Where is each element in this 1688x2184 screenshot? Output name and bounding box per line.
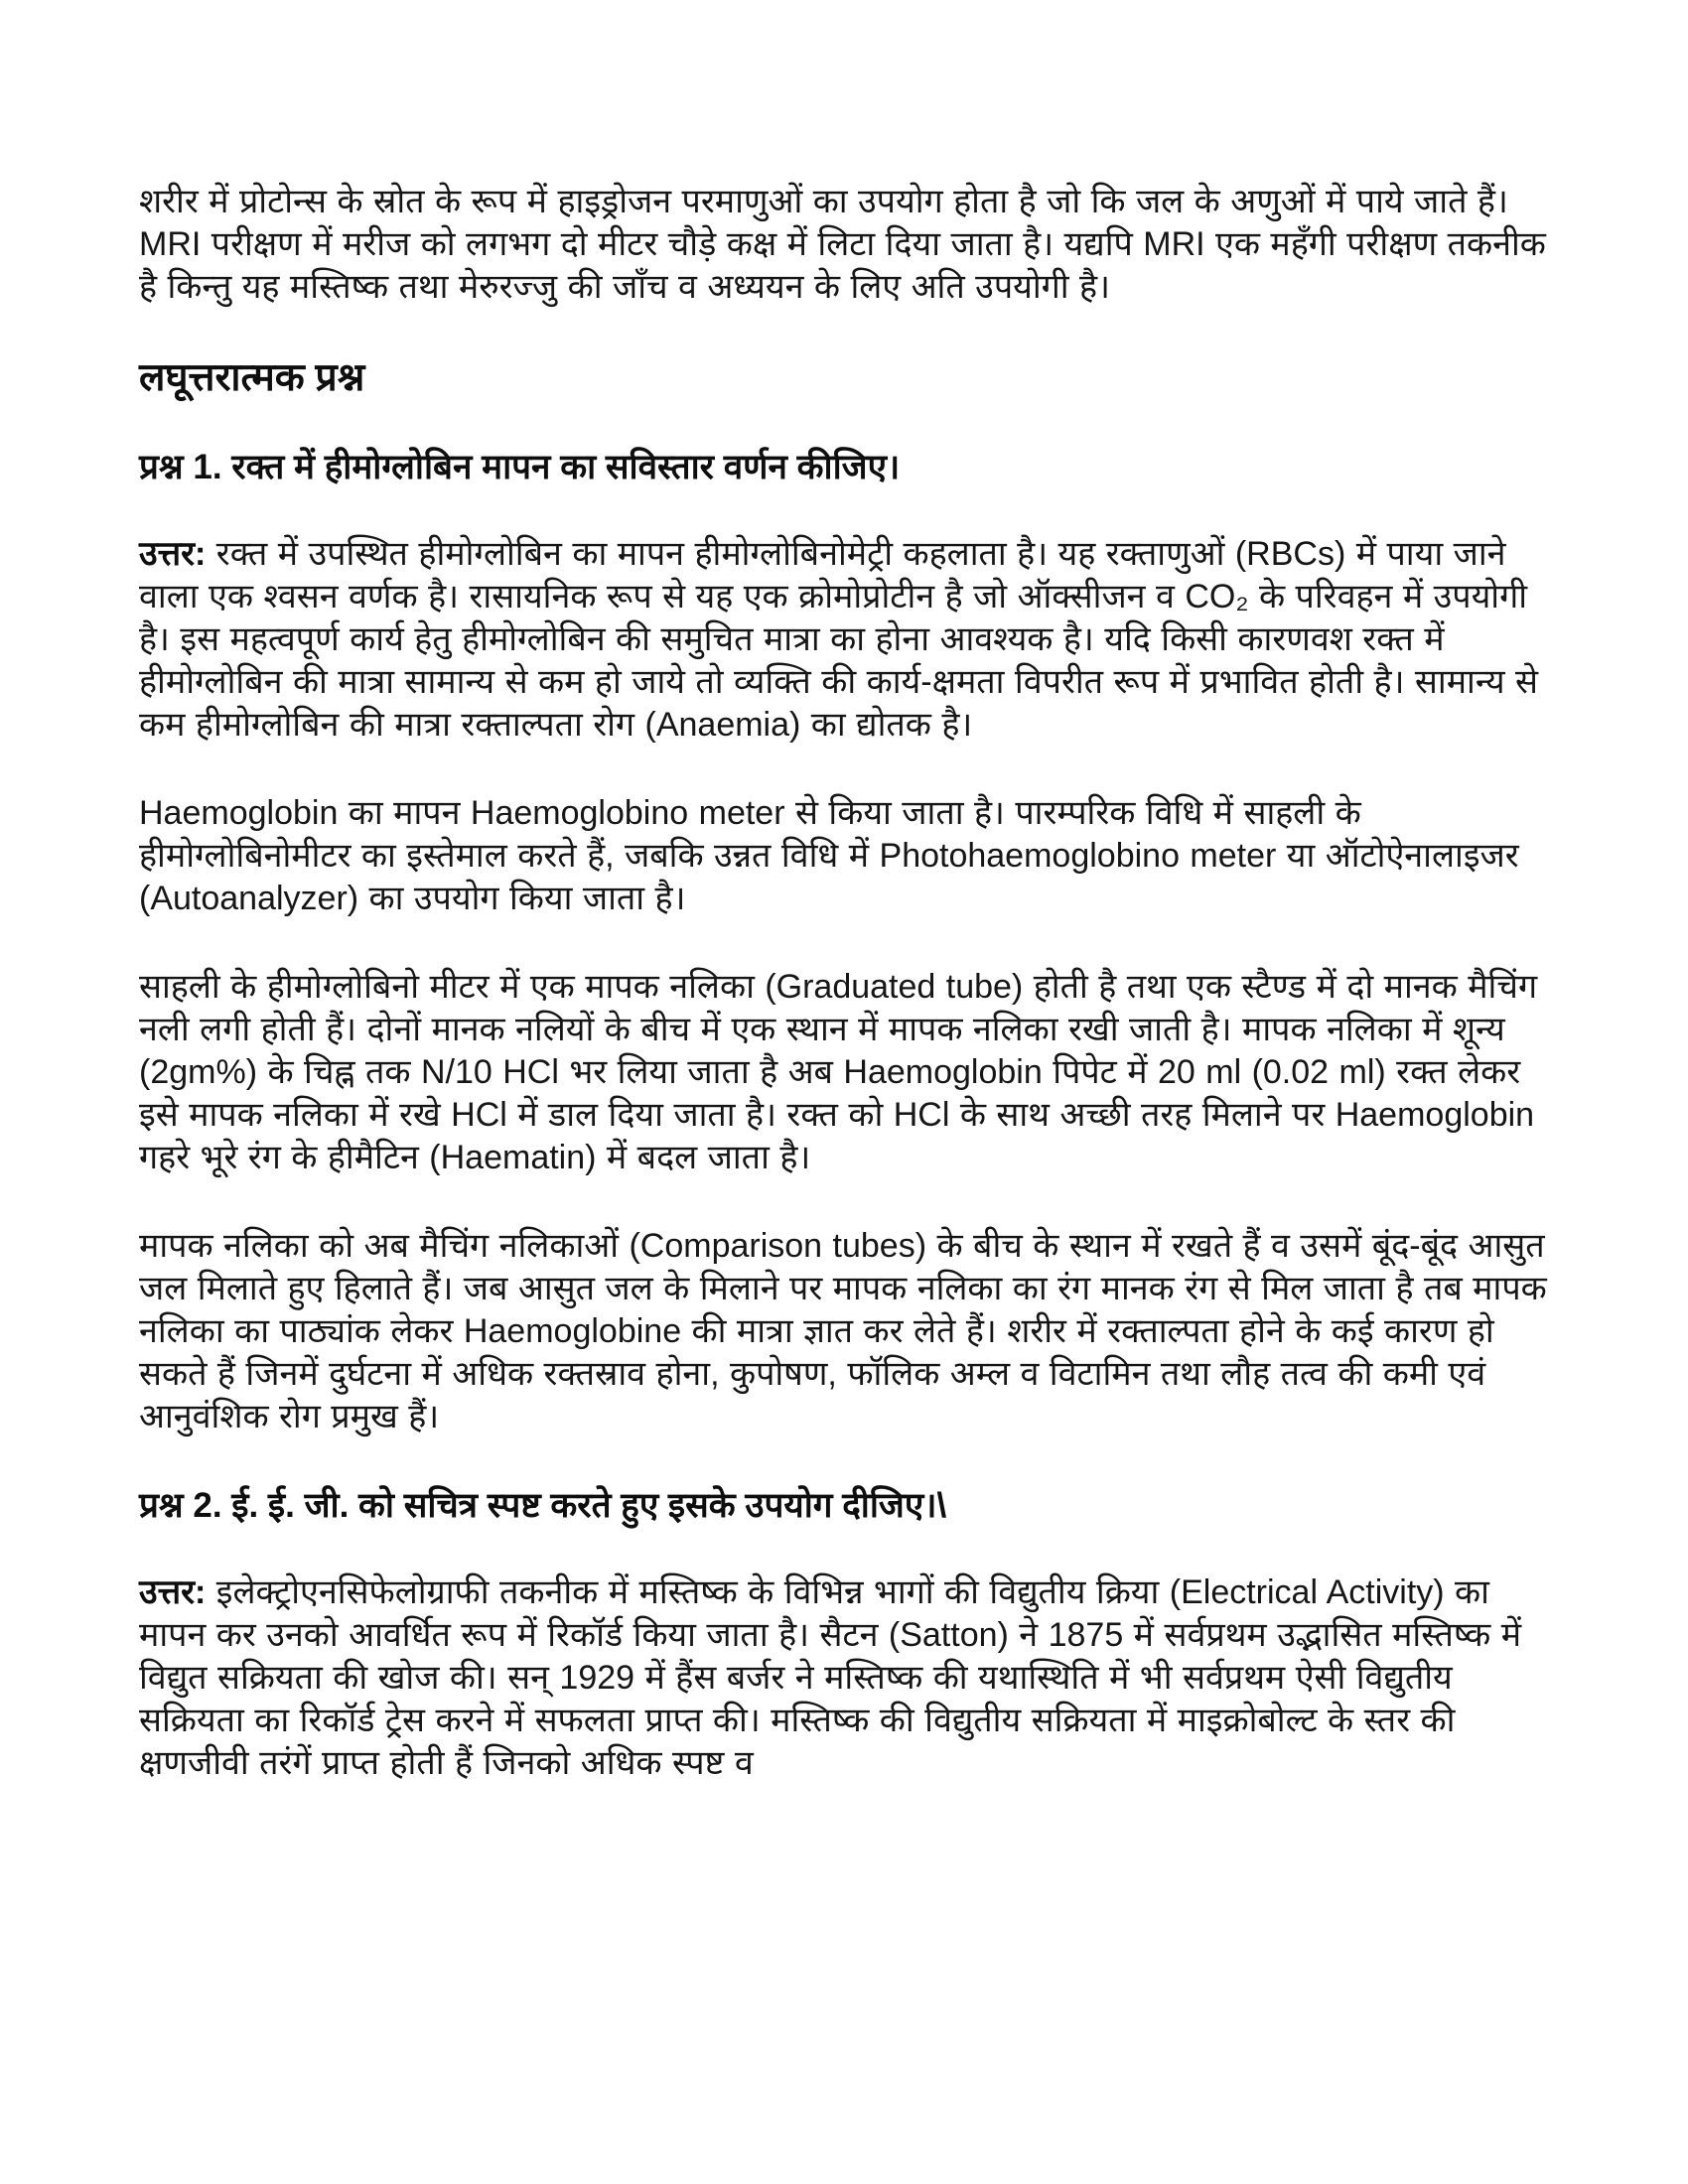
answer-1-text: रक्त में उपस्थित हीमोग्लोबिन का मापन हीमोग्लोबिनोमेट्री कहलाता है। यह रक्ताणुओं (RBCs) में पाया जाने वाला एक श्वसन वर्णक है। रासायनिक रूप से यह एक क्रोमोप्रोटीन है जो ऑक्सीजन व CO₂ के परिवहन में उपयोगी है। इस महत्वपूर्ण कार्य हेतु हीमोग्लोबिन की समुचित मात्रा का होना आवश्यक है। यदि किसी कारणवश रक्त में हीमोग्लोबिन की मात्रा सामान्य से कम हो जाये तो व्यक्ति की कार्य-क्षमता विपरीत रूप में प्रभावित होती है। सामान्य से कम हीमोग्लोबिन की मात्रा रक्ताल्पता रोग (Anaemia) का द्योतक है। xyxy=(139,535,1539,744)
paragraph-comparison-tubes: मापक नलिका को अब मैचिंग नलिकाओं (Comparison tubes) के बीच के स्थान में रखते हैं व उसमें बूंद-बूंद आसुत जल मिलाते हुए हिलाते हैं। जब आसुत जल के मिलाने पर मापक नलिका का रंग मानक रंग से मिल जाता है तब मापक नलिका का पाठ्यांक लेकर Haemoglobine की मात्रा ज्ञात कर लेते हैं। शरीर में रक्ताल्पता होने के कई कारण हो सकते हैं जिनमें दुर्घटना में अधिक रक्तस्राव होना, कुपोषण, फॉलिक अम्ल व विटामिन तथा लौह तत्व की कमी एवं आनुवंशिक रोग प्रमुख हैं। xyxy=(139,1227,1547,1435)
intro-paragraph: शरीर में प्रोटोन्स के स्रोत के रूप में हाइड्रोजन परमाणुओं का उपयोग होता है जो कि जल के अणुओं में पाये जाते हैं। MRI परीक्षण में मरीज को लगभग दो मीटर चौड़े कक्ष में लिटा दिया जाता है। यद्यपि MRI एक महँगी परीक्षण तकनीक है किन्तु यह मस्तिष्क तथा मेरुरज्जु की जाँच व अध्ययन के लिए अति उपयोगी है। xyxy=(139,183,1546,306)
answer-1-paragraph xyxy=(139,533,1551,747)
paragraph-sahli-method: साहली के हीमोग्लोबिनो मीटर में एक मापक नलिका (Graduated tube) होती है तथा एक स्टैण्ड में दो मानक मैचिंग नली लगी होती हैं। दोनों मानक नलियों के बीच में एक स्थान में मापक नलिका रखी जाती है। मापक नलिका में शून्य (2gm%) के चिह्न तक N/10 HCl भर लिया जाता है अब Haemoglobin पिपेट में 20 ml (0.02 ml) रक्त लेकर इसे मापक नलिका में रखे HCl में डाल दिया जाता है। रक्त को HCl के साथ अच्छी तरह मिलाने पर Haemoglobin गहरे भूरे रंग के हीमैटिन (Haematin) में बदल जाता है। xyxy=(139,968,1538,1176)
question-1: प्रश्न 1. रक्त में हीमोग्लोबिन मापन का सविस्तार वर्णन कीजिए। xyxy=(139,448,901,486)
answer-1-label: उत्तर: xyxy=(139,535,207,573)
answer-2-label: उत्तर: xyxy=(139,1573,207,1611)
answer-2-paragraph xyxy=(139,1571,1551,1785)
section-heading-short-answer-questions: लघूत्तरात्मक प्रश्न xyxy=(139,356,365,399)
paragraph-haemoglobin-meter: Haemoglobin का मापन Haemoglobino meter से किया जाता है। पारम्परिक विधि में साहली के हीमोग्लोबिनोमीटर का इस्तेमाल करते हैं, जबकि उन्नत विधि में Photohaemoglobino meter या ऑटोऐनालाइजर (Autoanalyzer) का उपयोग किया जाता है। xyxy=(139,794,1519,917)
question-2: प्रश्न 2. ई. ई. जी. को सचित्र स्पष्ट करते हुए इसके उपयोग दीजिए।\ xyxy=(139,1486,947,1525)
answer-2-text: इलेक्ट्रोएनसिफेलोग्राफी तकनीक में मस्तिष्क के विभिन्न भागों की विद्युतीय क्रिया (Electrical Activity) का मापन कर उनको आवर्धित रूप में रिकॉर्ड किया जाता है। सैटन (Satton) ने 1875 में सर्वप्रथम उद्भासित मस्तिष्क में विद्युत सक्रियता की खोज की। सन् 1929 में हैंस बर्जर ने मस्तिष्क की यथास्थिति में भी सर्वप्रथम ऐसी विद्युतीय सक्रियता का रिकॉर्ड ट्रेस करने में सफलता प्राप्त की। मस्तिष्क की विद्युतीय सक्रियता में माइक्रोबोल्ट के स्तर की क्षणजीवी तरंगें प्राप्त होती हैं जिनको अधिक स्पष्ट व xyxy=(139,1573,1522,1782)
